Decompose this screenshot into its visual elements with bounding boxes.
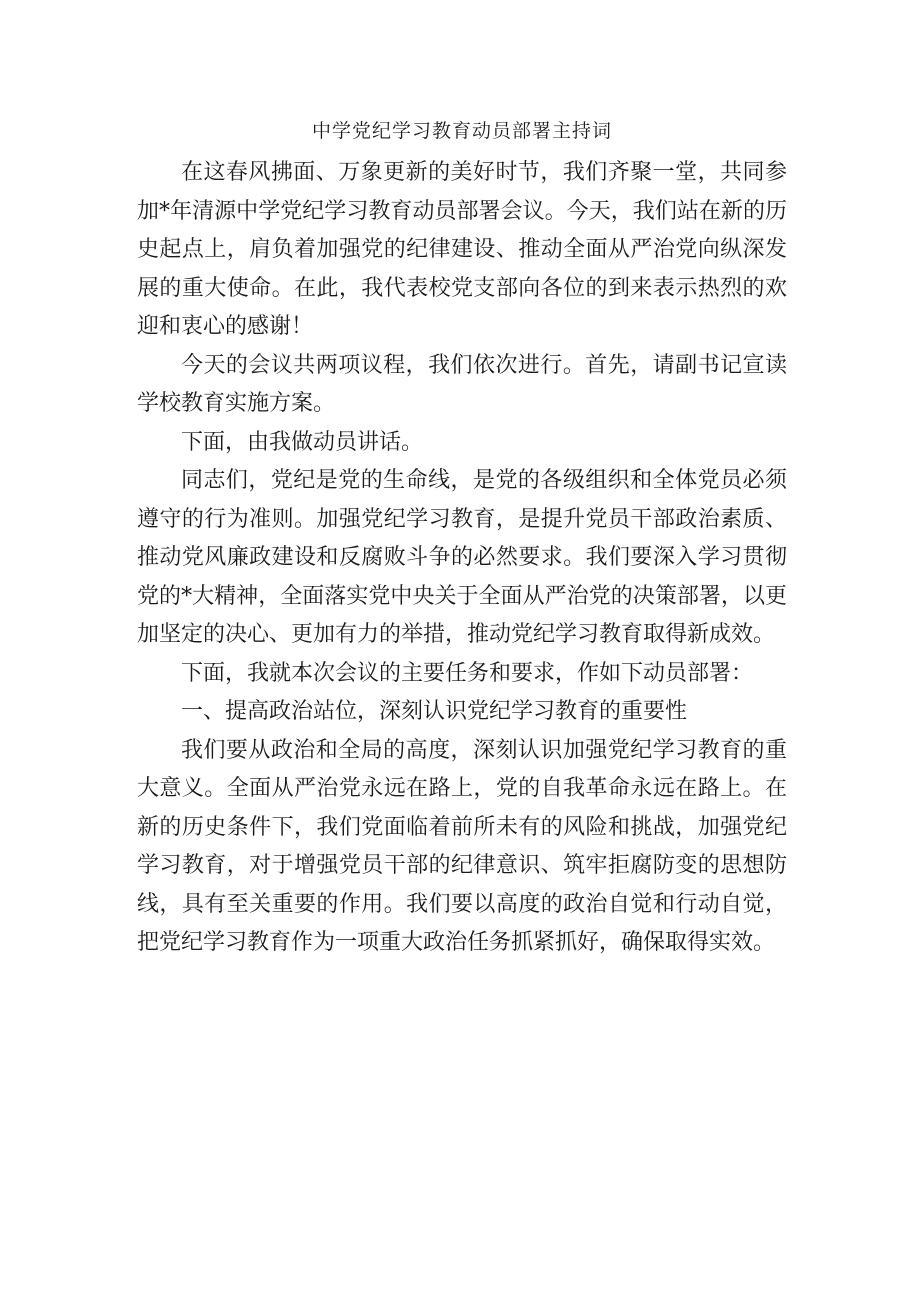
paragraph-comrades: 同志们，党纪是党的生命线，是党的各级组织和全体党员必须遵守的行为准则。加强党纪学习教育，是提升党员干部政治素质、推动党风廉政建设和反腐败斗争的必然要求。我们要深入学习贯彻党的*大精神，全面落实党中央关于全面从严治党的决策部署，以更加坚定的决心、更加有力的举措，推动党纪学习教育取得新成效。 xyxy=(137,468,787,647)
paragraph-opening: 在这春风拂面、万象更新的美好时节，我们齐聚一堂，共同参加*年清源中学党纪学习教育动员部署会议。今天，我们站在新的历史起点上，肩负着加强党的纪律建设、推动全面从严治党向纵深发展的重大使命。在此，我代表校党支部向各位的到来表示热烈的欢迎和衷心的感谢！ xyxy=(137,160,787,339)
section-heading-1: 一、提高政治站位，深刻认识党纪学习教育的重要性 xyxy=(181,699,688,724)
paragraph-section-1: 我们要从政治和全局的高度，深刻认识加强党纪学习教育的重大意义。全面从严治党永远在路上，党的自我革命永远在路上。在新的历史条件下，我们党面临着前所未有的风险和挑战，加强党纪学习教育，对于增强党员干部的纪律意识、筑牢拒腐防变的思想防线，具有至关重要的作用。我们要以高度的政治自觉和行动自觉，把党纪学习教育作为一项重大政治任务抓紧抓好，确保取得实效。 xyxy=(137,737,787,955)
paragraph-deployment-intro: 下面，我就本次会议的主要任务和要求，作如下动员部署： xyxy=(181,660,754,686)
paragraph-speech-intro: 下面，由我做动员讲话。 xyxy=(181,429,424,455)
document-title: 中学党纪学习教育动员部署主持词 xyxy=(311,120,612,142)
paragraph-agenda: 今天的会议共两项议程，我们依次进行。首先，请副书记宣读学校教育实施方案。 xyxy=(137,352,787,416)
document-page xyxy=(137,112,787,963)
